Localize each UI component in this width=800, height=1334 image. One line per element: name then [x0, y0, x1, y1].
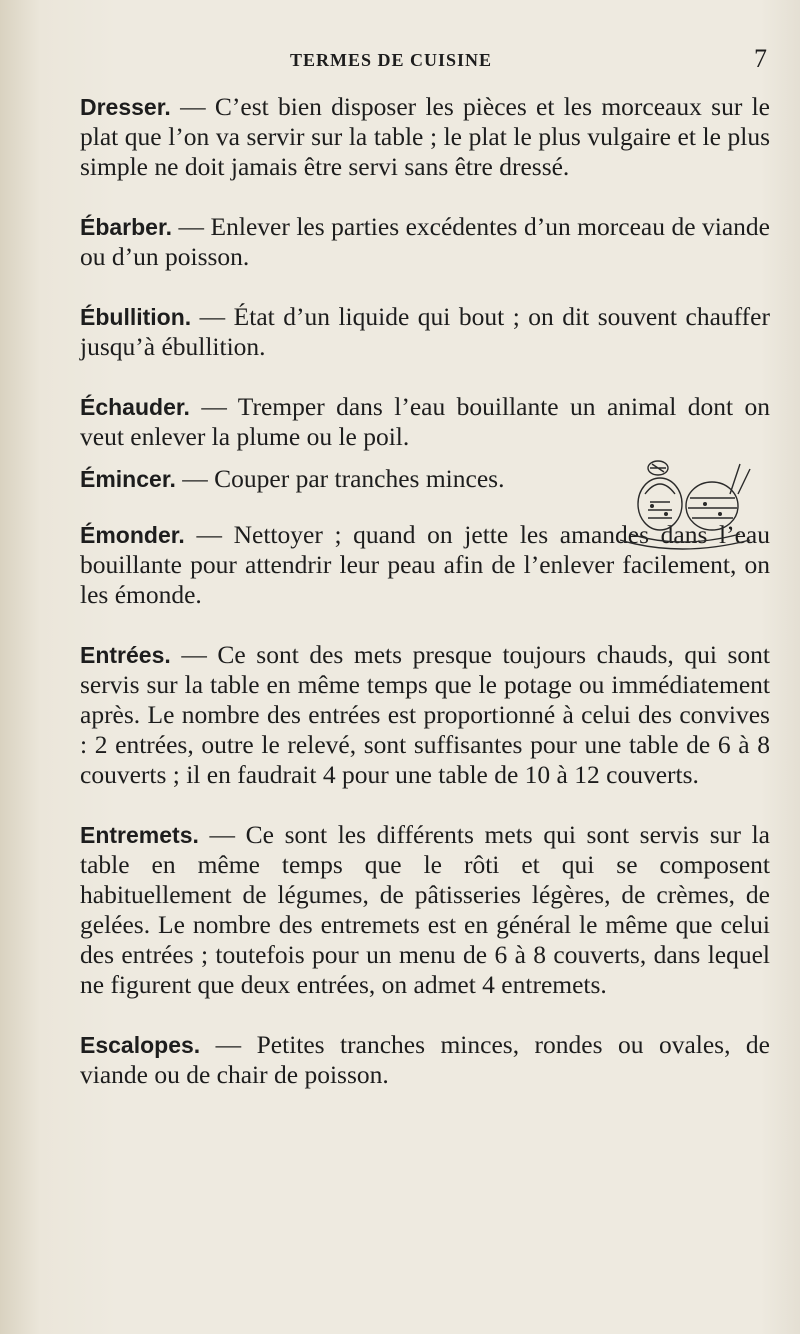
food-engraving-icon: [590, 454, 770, 554]
running-title: TERMES DE CUISINE: [290, 50, 493, 70]
glossary-entry-entrees: [80, 640, 770, 790]
entry-definition: — Couper par tranches minces.: [175, 464, 505, 493]
page-header: [80, 44, 780, 74]
entry-term: Ébarber.: [80, 214, 173, 240]
entry-term: Escalopes.: [80, 1032, 201, 1058]
entry-term: Échauder.: [80, 394, 190, 420]
emincer-row: [80, 464, 770, 494]
page-number: 7: [754, 44, 768, 73]
entry-definition: — Ce sont les différents mets qui sont servis sur la table en même temps que le rôti et qui se composent habituellement de légumes, de pâtisseries légères, de crèmes, de gelées. Le nombre des entremets est en général le même que celui des entrées ; toutefois pour un menu de 6 à 8 couverts, dans lequel ne figurent que deux entrées, on admet 4 entremets.: [80, 820, 770, 999]
glossary-content: [80, 92, 770, 1120]
entry-definition: — Petites tranches minces, rondes ou ovales, de viande ou de chair de poisson.: [80, 1030, 770, 1089]
entry-definition: — État d’un liquide qui bout ; on dit souvent chauffer jusqu’à ébullition.: [80, 302, 770, 361]
entry-definition: — Ce sont des mets presque toujours chauds, qui sont servis sur la table en même temps que le potage ou immédiatement après. Le nombre des entrées est proportionné à celui des convives : 2 entrées, outre le relevé, sont suffisantes pour une table de 6 à 8 couverts ; il en faudrait 4 pour une table de 10 à 12 couverts.: [80, 640, 770, 789]
entry-definition: — Nettoyer ; quand on jette les amandes dans l’eau bouillante pour attendrir leur peau afin de l’enlever facilement, on les émonde.: [80, 520, 770, 609]
glossary-entry-escalopes: [80, 1030, 770, 1090]
glossary-entry-ebullition: [80, 302, 770, 362]
entry-definition: — Tremper dans l’eau bouillante un animal dont on veut enlever la plume ou le poil.: [80, 392, 770, 451]
glossary-entry-emincer: [80, 464, 600, 494]
entry-term: Émincer.: [80, 466, 176, 492]
entry-definition: — Enlever les parties excédentes d’un morceau de viande ou d’un poisson.: [80, 212, 770, 271]
glossary-entry-entremets: [80, 820, 770, 1000]
entry-term: Ébullition.: [80, 304, 192, 330]
entry-definition: — C’est bien disposer les pièces et les morceaux sur le plat que l’on va servir sur la table ; le plat le plus vulgaire et le plus simple ne doit jamais être servi sans être dressé.: [80, 92, 770, 181]
entry-term: Entrées.: [80, 642, 171, 668]
glossary-entry-echauder: [80, 392, 770, 452]
glossary-entry-dresser: [80, 92, 770, 182]
entry-term: Émonder.: [80, 522, 185, 548]
entry-term: Entremets.: [80, 822, 199, 848]
glossary-entry-ebarber: [80, 212, 770, 272]
entry-term: Dresser.: [80, 94, 171, 120]
